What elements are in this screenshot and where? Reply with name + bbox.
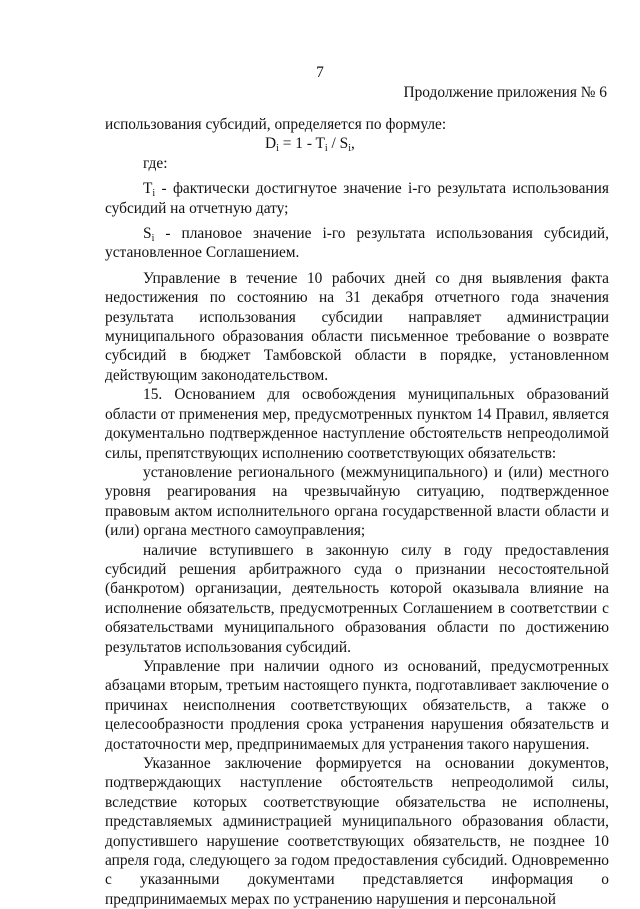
si-text: - плановое значение i-го результата использования субсидий, установленное Соглашением.: [105, 225, 609, 262]
formula-end: ,: [351, 135, 355, 153]
paragraph-return-requirement: Управление в течение 10 рабочих дней со дня выявления факта недостижения по состоянию на 31 декабря отчетного года значения результата использования субсидии направляет администрации муниципального образования области письменное требование о возврате субсидий в бюджет Тамбовской области в порядке, установленном действующим законодательством.: [105, 269, 609, 384]
paragraph-conclusion: Управление при наличии одного из оснований, предусмотренных абзацами вторым, третьим настоящего пункта, подготавливает заключение о причинах неисполнения соответствующих обязательств, а также о целесообразности продления срока устранения нарушения обязательств и достаточности мер, предпринимаемых для устранения такого нарушения.: [105, 657, 609, 753]
si-definition: [105, 224, 609, 263]
formula-eq: = 1 - T: [278, 135, 325, 153]
formula-lhs: D: [265, 135, 277, 153]
si-sub: i: [151, 233, 155, 245]
page-number: 7: [316, 64, 324, 81]
paragraph-bankruptcy: наличие вступившего в законную силу в году предоставления субсидий решения арбитражного суда о признании несостоятельной (банкротом) организации, деятельность которой оказывала влияние на исполнение обязательств, предусмотренных Соглашением в соответствии с обязательствами муниципального образования области по достижению результатов использования субсидий.: [105, 541, 609, 656]
ti-text: - фактически достигнутое значение i-го результата использования субсидий на отчетную дату;: [105, 180, 609, 217]
formula-lhs-sub: i: [276, 143, 279, 155]
document-body: [105, 115, 609, 909]
formula-s-sub: i: [348, 143, 352, 155]
formula-t-sub: i: [324, 143, 328, 155]
appendix-header: Продолжение приложения № 6: [403, 84, 607, 101]
ti-sub: i: [152, 188, 156, 200]
paragraph-documents: Указанное заключение формируется на основании документов, подтверждающих наступление обстоятельств непреодолимой силы, вследствие которых соответствующие обязательства не исполнены, представляемых администрацией муниципального образования области, допустившего нарушение соответствующих обязательств, не позднее 10 апреля года, следующего за годом предоставления субсидий. Одновременно с указанными документами представляется информация о предпринимаемых мерах по устранению нарушения и персональной: [105, 755, 609, 908]
ti-definition: [105, 179, 609, 218]
paragraph-emergency: установление регионального (межмуниципального) и (или) местного уровня реагирования на чрезвычайную ситуацию, подтвержденное правовым актом исполнительного органа государственной власти области и (или) органа местного самоуправления;: [105, 463, 609, 540]
ti-symbol: T: [143, 180, 153, 198]
intro-line: использования субсидий, определяется по формуле:: [105, 116, 447, 133]
formula: [105, 134, 609, 153]
si-symbol: S: [143, 225, 152, 243]
where-label: где:: [143, 154, 168, 172]
paragraph-15: 15. Основанием для освобождения муниципальных образований области от применения мер, предусмотренных пунктом 14 Правил, является документально подтвержденное наступление обстоятельств непреодолимой силы, препятствующих исполнению соответствующих обязательств:: [105, 386, 609, 462]
formula-slash: / S: [327, 135, 349, 153]
